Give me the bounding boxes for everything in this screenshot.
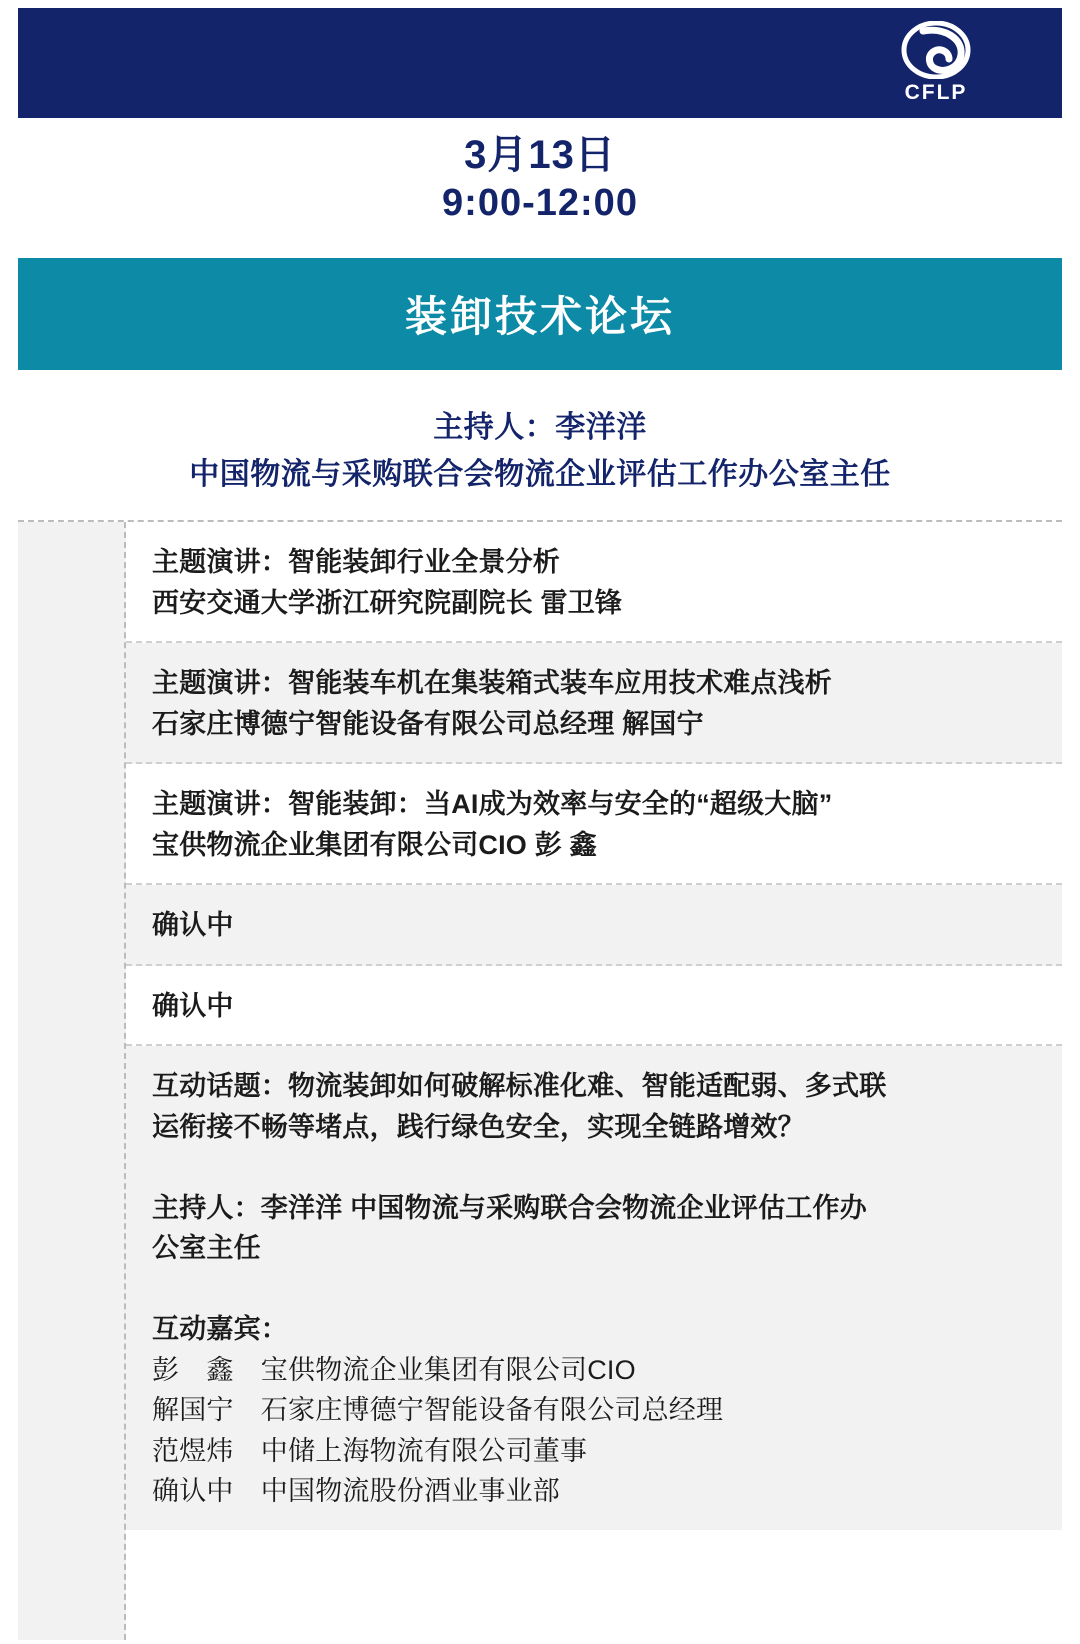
- program-row-line: [152, 1269, 1036, 1310]
- date-day: 3月13日: [464, 133, 616, 177]
- cflp-swirl-icon: [893, 21, 979, 79]
- forum-title-bar: [18, 258, 1062, 370]
- program-row: [126, 885, 1062, 966]
- program-time-column: [18, 522, 126, 1640]
- program-row-line: 互动话题：物流装卸如何破解标准化难、智能适配弱、多式联: [152, 1071, 887, 1101]
- program-rows: [126, 522, 1062, 1640]
- date-time: 9:00-12:00: [442, 182, 638, 224]
- program-row-line: 石家庄博德宁智能设备有限公司总经理 解国宁: [152, 708, 704, 739]
- program-row-line: 公室主任: [152, 1233, 261, 1263]
- program-row: [126, 1046, 1062, 1530]
- program-row-line: 互动嘉宾：: [152, 1314, 288, 1344]
- program-row-line: 西安交通大学浙江研究院副院长 雷卫锋: [152, 587, 623, 618]
- cflp-logo-text: CFLP: [904, 81, 968, 104]
- host-block: [0, 405, 1080, 498]
- program-row-line: 彭 鑫 宝供物流企业集团有限公司CIO: [152, 1354, 636, 1385]
- program-row-line: 主持人：李洋洋 中国物流与采购联合会物流企业评估工作办: [152, 1192, 867, 1223]
- program-row-line: 解国宁 石家庄博德宁智能设备有限公司总经理: [152, 1395, 724, 1425]
- program-row: [126, 966, 1062, 1047]
- host-org-line: 中国物流与采购联合会物流企业评估工作办公室主任: [189, 457, 891, 491]
- program-row-line: 主题演讲：智能装车机在集装箱式装车应用技术难点浅析: [152, 668, 832, 698]
- program-row-line: 运衔接不畅等堵点，践行绿色安全，实现全链路增效？: [152, 1111, 805, 1142]
- program-table: [18, 520, 1062, 1640]
- program-row: [126, 764, 1062, 885]
- program-row: [126, 522, 1062, 643]
- date-block: [0, 130, 1080, 228]
- program-row-line: 主题演讲：智能装卸行业全景分析: [152, 547, 560, 577]
- program-row-line: 宝供物流企业集团有限公司CIO 彭 鑫: [152, 829, 597, 860]
- program-row-line: 确认中: [152, 990, 234, 1021]
- host-name-line: 主持人：李洋洋: [433, 411, 647, 444]
- program-row-line: [152, 1147, 1036, 1188]
- program-row-line: 主题演讲：智能装卸：当AI成为效率与安全的“超级大脑”: [152, 789, 833, 819]
- forum-title: 装卸技术论坛: [404, 293, 675, 340]
- program-row-line: 确认中: [152, 910, 234, 940]
- program-row-line: 确认中 中国物流股份酒业事业部: [152, 1476, 560, 1506]
- program-row-line: 范煜炜 中储上海物流有限公司董事: [152, 1435, 588, 1466]
- program-row: [126, 643, 1062, 764]
- top-banner: [18, 8, 1062, 118]
- cflp-logo: [876, 17, 996, 109]
